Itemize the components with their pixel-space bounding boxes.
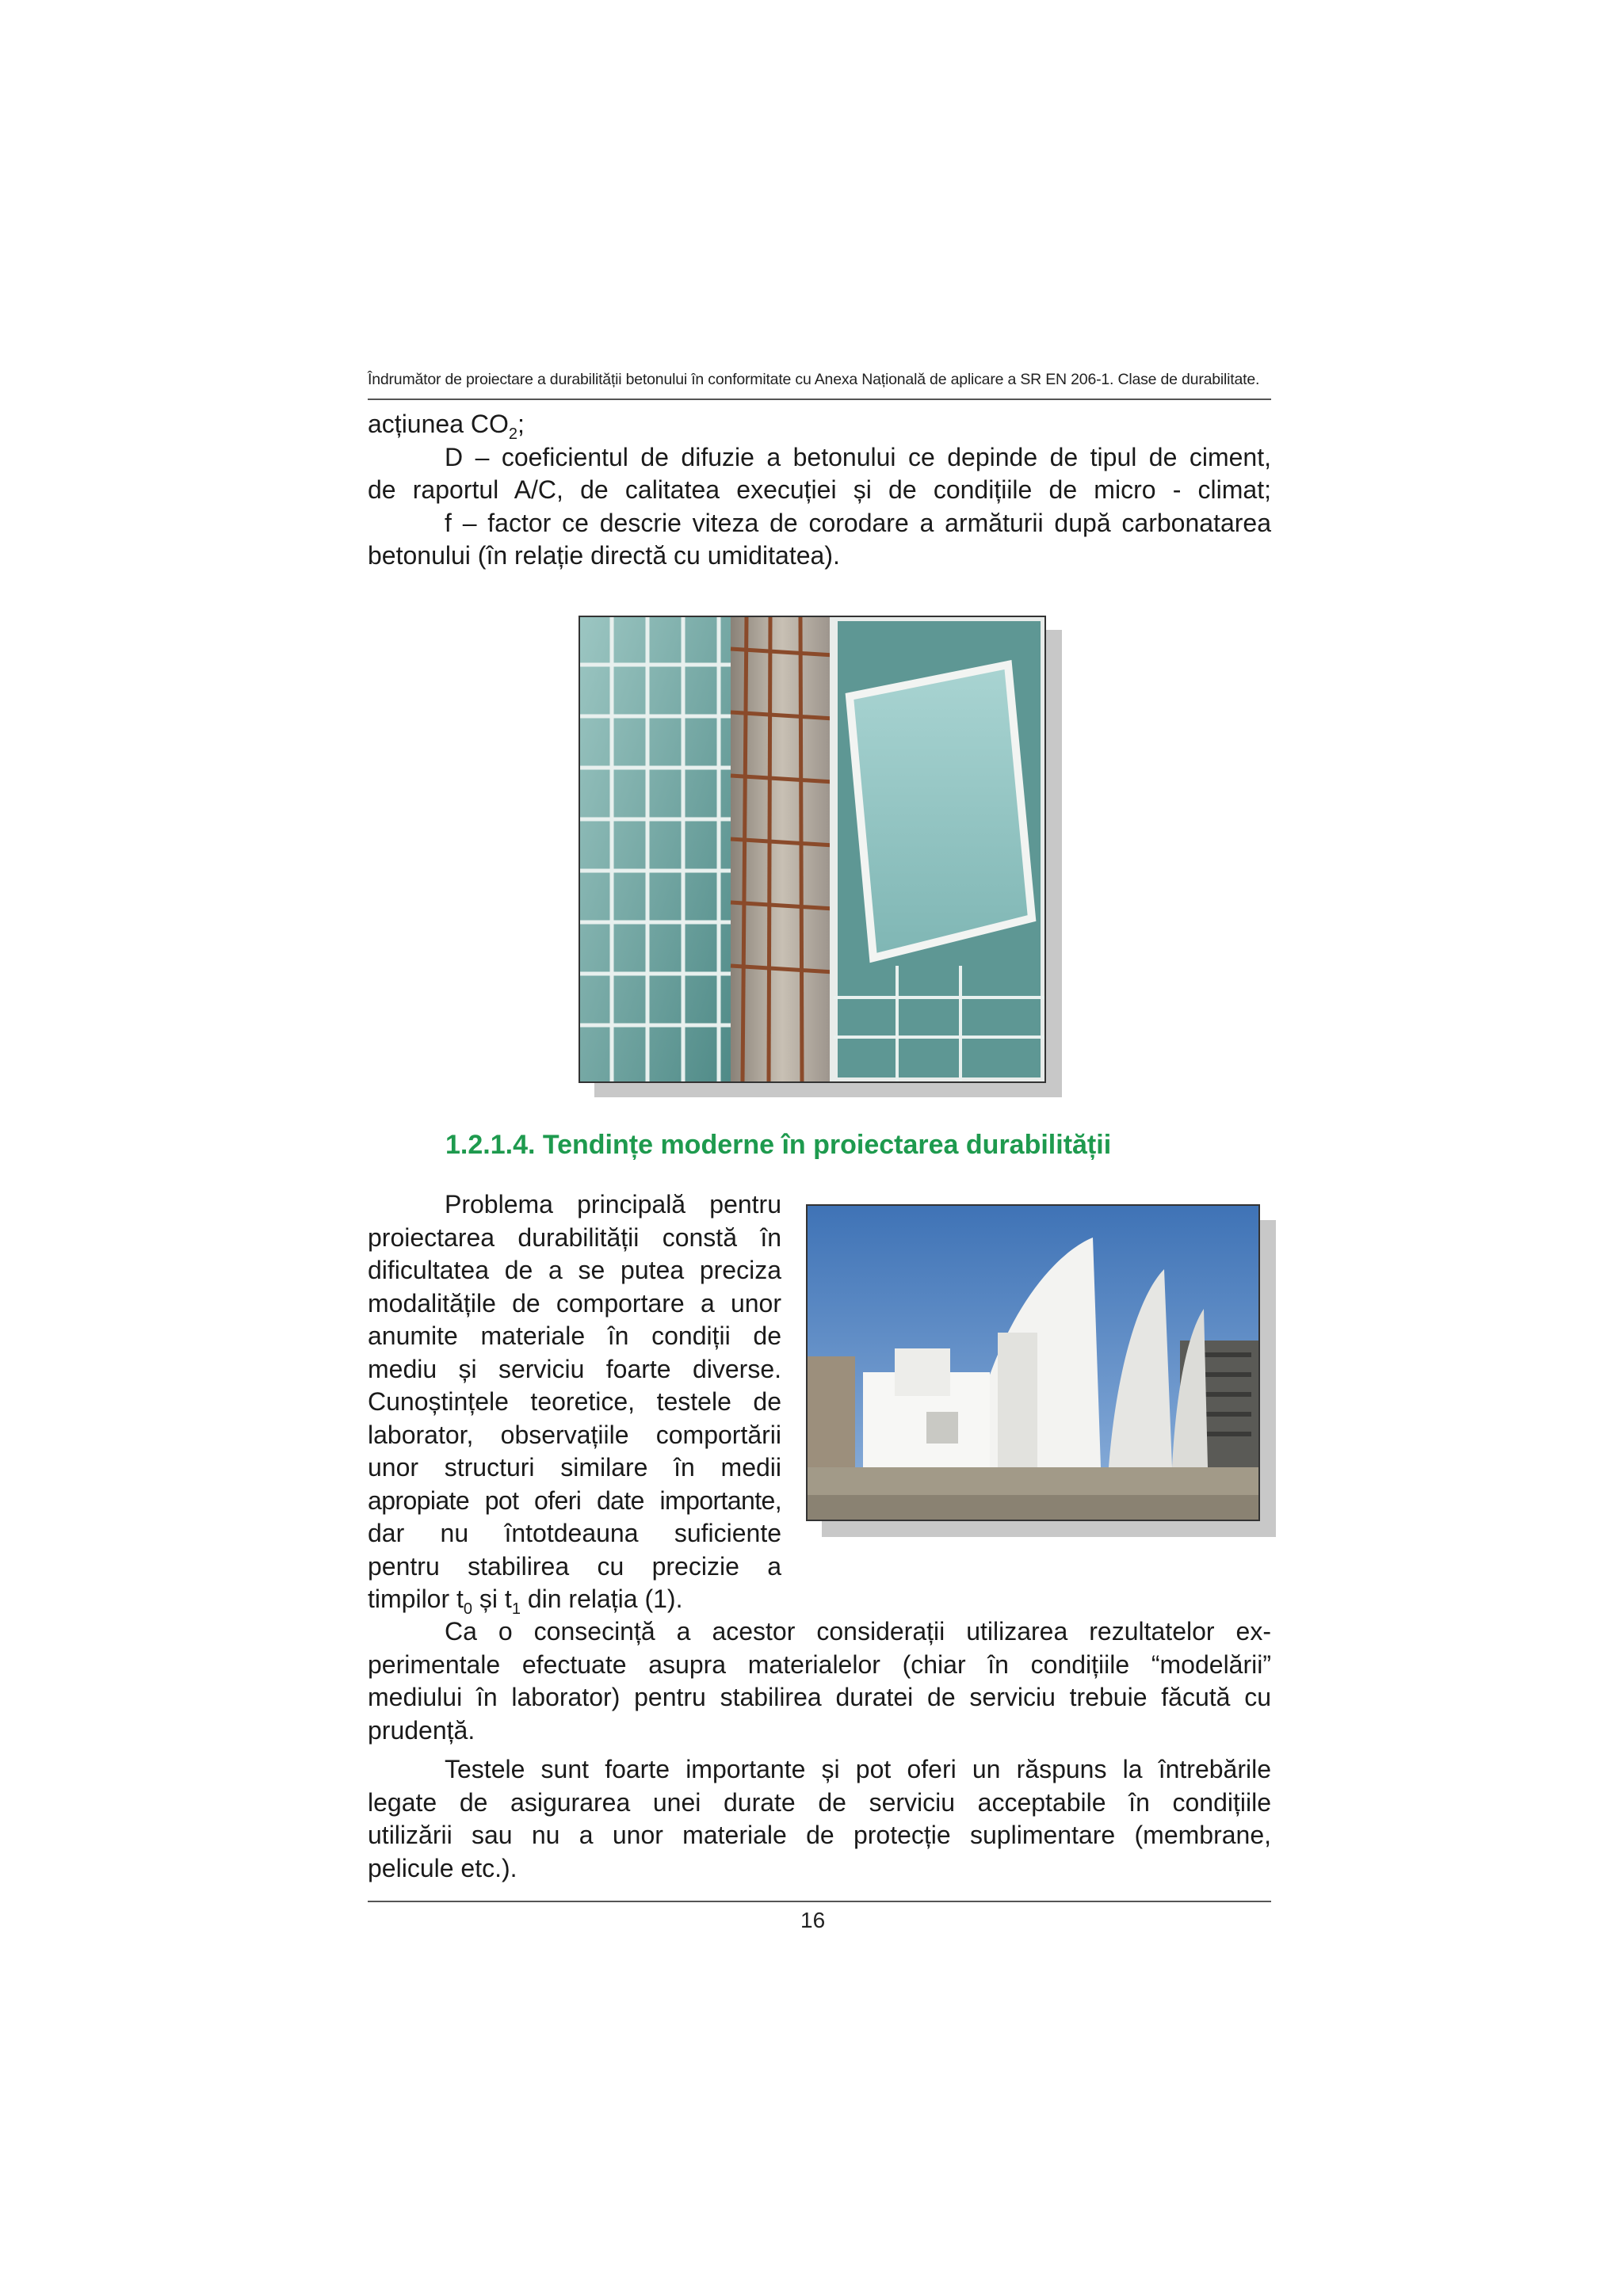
paragraph-f-line1: f – factor ce descrie viteza de corodare a armăturii după carbonatarea [445,508,1271,537]
wrap-line: apropiate pot oferi date importante, [368,1486,781,1515]
para2-line4: prudență. [368,1715,475,1745]
wrap-line: dar nu întotdeauna suficiente [368,1519,781,1547]
para3-line4: pelicule etc.). [368,1853,517,1882]
wrap-line: modalitățile de comportare a unor [368,1288,781,1318]
page-number: 16 [800,1908,826,1932]
para3-line3: utilizării sau nu a unor materiale de protecție suplimentare (membrane, [368,1821,1271,1849]
wrap-line: mediu și serviciu foarte diverse. [368,1354,781,1383]
wrap-line: anumite materiale în condiții de [368,1322,781,1350]
bottom-text-block [368,1615,1271,1885]
wrap-line: Problema principală pentru [445,1190,781,1219]
para2-line1: Ca o consecință a acestor considerații utilizarea rezultatelor ex- [445,1617,1271,1646]
para2-line3: mediului în laborator) pentru stabilirea duratei de serviciu trebuie făcută cu [368,1683,1271,1711]
footer-rule [368,1901,1271,1902]
paragraph-d-line1: D – coeficientul de difuzie a betonului ce depinde de tipul de ciment, [445,442,1271,471]
wrap-line: Cunoștințele teoretice, testele de [368,1387,781,1416]
paragraph-d-line2: de raportul A/C, de calitatea execuției și de condițiile de micro - climat; [368,475,1271,504]
top-text-block [368,408,1271,573]
para3-line1: Testele sunt foarte importante și pot oferi un răspuns la întrebările [445,1755,1271,1783]
section-title: 1.2.1.4. Tendințe moderne în proiectarea durabilității [445,1130,1112,1160]
wrap-line-last: timpilor $t_0$ și $t_1$ din relația (1). [368,1585,683,1618]
wrap-line: pentru stabilirea cu precizie a [368,1551,781,1581]
wrap-line: unor structuri similare în medii [368,1453,781,1482]
white-church-building-photo [806,1204,1260,1521]
running-header: Îndrumător de proiectare a durabilității betonului în conformitate cu Anexa Națională de aplicare a SR EN 206-1. Clase de durabilitate. [368,371,1260,388]
wrap-line: proiectarea durabilității constă în [368,1222,781,1252]
text-line-co2: acțiunea $CO_2$; [368,410,525,443]
wrap-line: laborator, observațiile comportării [368,1420,781,1449]
corroded-column-window-photo [579,616,1046,1083]
wrap-paragraph [368,1188,781,1616]
wrap-line: dificultatea de a se putea preciza [368,1256,781,1284]
para3-line2: legate de asigurarea unei durate de serviciu acceptabile în condițiile [368,1787,1271,1817]
header-rule [368,399,1271,400]
paragraph-f-line2: betonului (în relație directă cu umiditatea). [368,541,840,570]
para2-line2: perimentale efectuate asupra materialelor (chiar în condițiile “modelării” [368,1650,1271,1679]
